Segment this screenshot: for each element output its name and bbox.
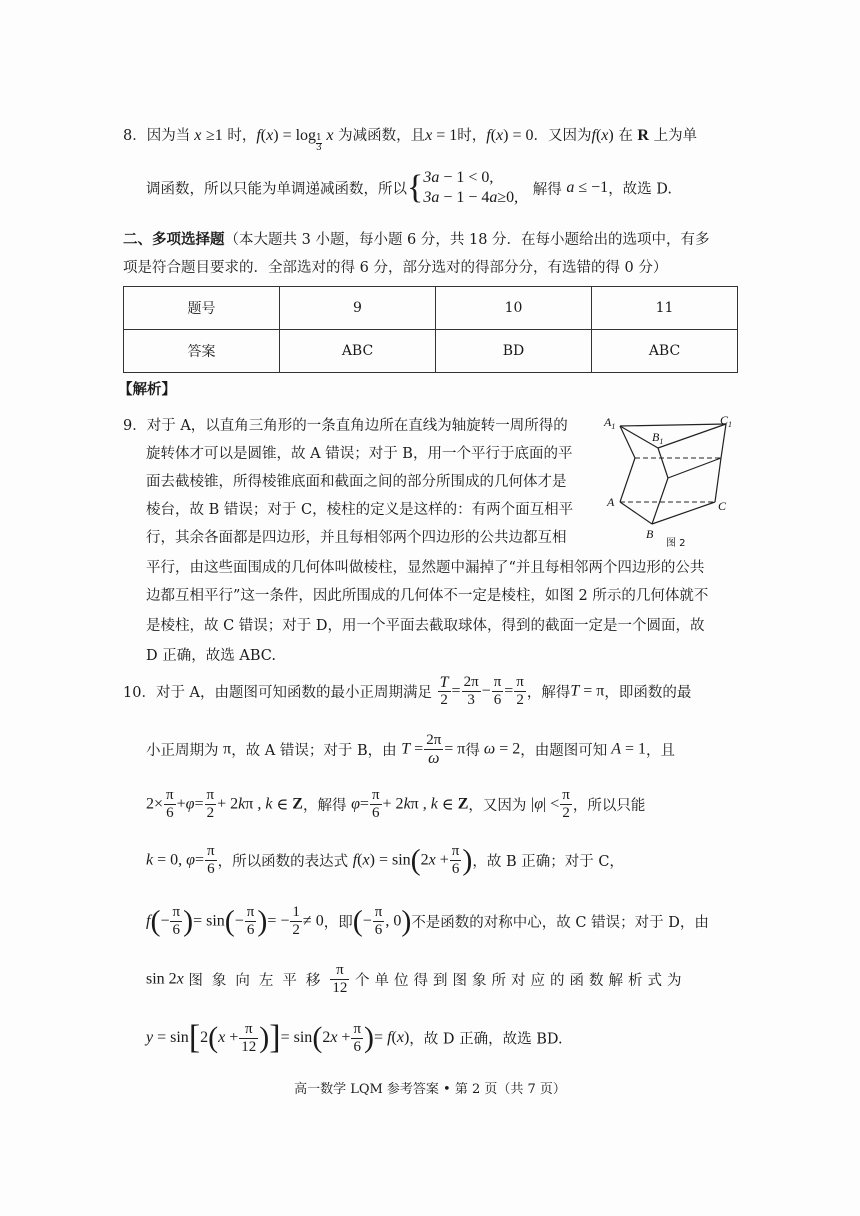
q8-text: 解得 — [532, 181, 562, 198]
q10-text: ，由题图可知 — [520, 743, 608, 759]
label-c1: $C_1$ — [720, 413, 733, 429]
q10-text: ，即 — [323, 915, 353, 931]
q10-line2: 小正周期为 π，故 A 错误；对于 B，由 T = $\frac{2\pi}{\omega}$ = π得 ω = 2，由题图可知 A = 1，且 — [146, 732, 676, 767]
q8-line1: 8．因为当 x ≥1 时，f(x) = log $\frac{1}{3}$ x 为减函数，且x = 1时，f(x) = 0．又因为f(x) 在 R 上为单 — [123, 127, 698, 153]
q10-text: 不是函数的对称中心，故 C 错误；对于 D，由 — [411, 915, 709, 931]
q8-text: ．又因为 — [533, 128, 592, 144]
q9-line: 是棱柱，故 C 错误；对于 D，用一个平面去截取球体，得到的截面一定是一个圆面，故 — [146, 618, 705, 634]
edge-a1c1 — [620, 424, 726, 426]
label-a1: $A_1$ — [604, 415, 616, 431]
table-cell: 答案 — [124, 330, 280, 373]
q10-text: 个单位得到图象所对应的函数解析式为 — [355, 973, 687, 989]
edge-bc — [652, 502, 715, 524]
q9-line: 行，其余各面都是四边形，并且每相邻两个四边形的公共边都互相 — [146, 530, 567, 546]
q8-text: 为减函数，且 — [338, 128, 426, 144]
q10-line3: 2× $\frac{\pi}{6}$ +φ= $\frac{\pi}{2}$ + 2kπ , k ∈ Z，解得 φ= $\frac{\pi}{6}$ + 2kπ , k ∈ Z，又因为 |φ| < $\frac{\pi}{2}$ ，所以只能 — [146, 787, 646, 821]
edge-mid-b — [652, 478, 668, 524]
table-row — [124, 287, 738, 330]
q8-text: 调函数，所以只能为单调递减函数，所以 — [146, 181, 407, 198]
q9-line: 边都互相平行”这一条件，因此所围成的几何体不一定是棱柱，如图 2 所示的几何体就不 — [146, 588, 709, 604]
q10-line4: k = 0, φ= $\frac{\pi}{6}$ ，所以函数的表达式 f(x) = sin(2x + $\frac{\pi}{6}$ )，故 B 正确；对于 C， — [146, 843, 624, 877]
section2-line1 — [123, 228, 710, 249]
q9-line: D 正确，故选 ABC. — [146, 648, 276, 664]
q8-text: ，故选 D. — [608, 181, 673, 198]
table-cell: ABC — [280, 330, 436, 373]
q10-text: ，所以只能 — [572, 798, 646, 814]
table-cell: 9 — [280, 287, 436, 330]
section2-title: 二、多项选择题 — [123, 231, 225, 248]
q10-text: ，即函数的最 — [604, 685, 692, 701]
label-b: B — [646, 527, 654, 541]
edge-c1-mid — [721, 424, 726, 458]
prism-figure — [600, 410, 745, 560]
q8-text: 时， — [457, 128, 487, 144]
q10-line6: sin 2x 图象向左平移 $\frac{\pi}{12}$ 个单位得到图象所对应的函数解析式为 — [146, 962, 687, 996]
q9-line: 面去截棱锥，所得棱锥底面和截面之间的部分所围成的几何体才是 — [146, 474, 567, 490]
edge-b1-mid — [658, 448, 668, 478]
q10-text: ，故 B 正确；对于 C， — [472, 854, 624, 870]
q9-line: 平行，由这些面围成的几何体叫做棱柱，显然题中漏掉了“并且每相邻两个四边形的公共 — [146, 560, 705, 576]
table-cell: 题号 — [124, 287, 280, 330]
q8-text: 时， — [227, 128, 257, 144]
q8-text: 在 — [618, 128, 633, 144]
q9-line: 旋转体才可以是圆锥，故 A 错误；对于 B，用一个平行于底面的平 — [146, 446, 573, 462]
q10-text: 得 — [465, 743, 480, 759]
edge-mid-a — [620, 458, 635, 502]
label-a: A — [607, 495, 615, 509]
analysis-label: 【解析】 — [118, 381, 176, 398]
answer-table — [123, 286, 738, 373]
q10-text: ，且 — [646, 743, 676, 759]
table-cell: BD — [436, 330, 592, 373]
section2-desc: （本大题共 3 小题，每小题 6 分，共 18 分．在每小题给出的选项中，有多 — [224, 232, 710, 248]
q9-line: 棱台，故 B 错误；对于 C，棱柱的定义是这样的：有两个面互相平 — [146, 502, 574, 518]
label-b1: $B_1$ — [652, 430, 664, 446]
q10-text: ，所以函数的表达式 — [217, 854, 349, 870]
edge-mid-bc — [668, 458, 721, 478]
q10-text: 小正周期为 — [146, 743, 219, 759]
table-cell: 10 — [436, 287, 592, 330]
q10-line7: y = sin[2(x + $\frac{\pi}{12}$ )]= sin(2x + $\frac{\pi}{6}$ )= f(x)，故 D 正确，故选 BD. — [146, 1019, 563, 1056]
edge-b1c1 — [658, 424, 726, 448]
q10-text: 图象向左平移 — [188, 973, 330, 989]
q10-text: ，又因为 — [468, 798, 527, 814]
q10-text: ，故 A 错误；对于 B，由 — [231, 743, 397, 759]
q10-text: 10．对于 A，由题图可知函数的最小正周期满足 — [123, 685, 433, 701]
q10-text: ，故 D 正确，故选 BD. — [409, 1031, 563, 1048]
table-cell: ABC — [592, 330, 738, 373]
table-cell: 11 — [592, 287, 738, 330]
table-row — [124, 330, 738, 373]
q10-text: ，解得 — [302, 798, 347, 814]
q8-text: 上为单 — [653, 128, 698, 144]
label-c: C — [718, 499, 727, 513]
q10-line1: 10．对于 A，由题图可知函数的最小正周期满足 $\frac{T}{2}$ = $\frac{2\pi}{3}$ − $\frac{\pi}{6}$ = $\frac{\pi}{2}$ ，解得T = π，即函数的最 — [123, 674, 692, 708]
q10-text: ，解得 — [526, 685, 571, 701]
edge-mid-c — [715, 458, 721, 502]
q9-line: 9．对于 A，以直角三角形的一条直角边所在直线为轴旋转一周所得的 — [123, 418, 568, 434]
figure-caption: 图 2 — [666, 538, 686, 549]
section2-desc: 项是符合题目要求的．全部选对的得 6 分，部分选对的得部分分，有选错的得 0 分） — [123, 260, 668, 276]
q8-line2: 调函数，所以只能为单调递减函数，所以{3a − 1 < 0, 3a − 1 − 4a≥0, 解得 a ≤ −1，故选 D. — [146, 169, 673, 206]
page-footer: 高一数学 LQM 参考答案 • 第 2 页（共 7 页） — [294, 1082, 566, 1097]
edge-ab — [620, 502, 652, 524]
section2-line2 — [123, 256, 667, 277]
q10-line5: f(− $\frac{\pi}{6}$ )= sin(− $\frac{\pi}{6}$ )= − $\frac{1}{2}$ ≠ 0，即(− $\frac{\pi}{6}$ , 0)不是函数的对称中心，故 C 错误；对于 D，由 — [146, 904, 709, 938]
q8-text: 8．因为当 — [123, 128, 191, 144]
